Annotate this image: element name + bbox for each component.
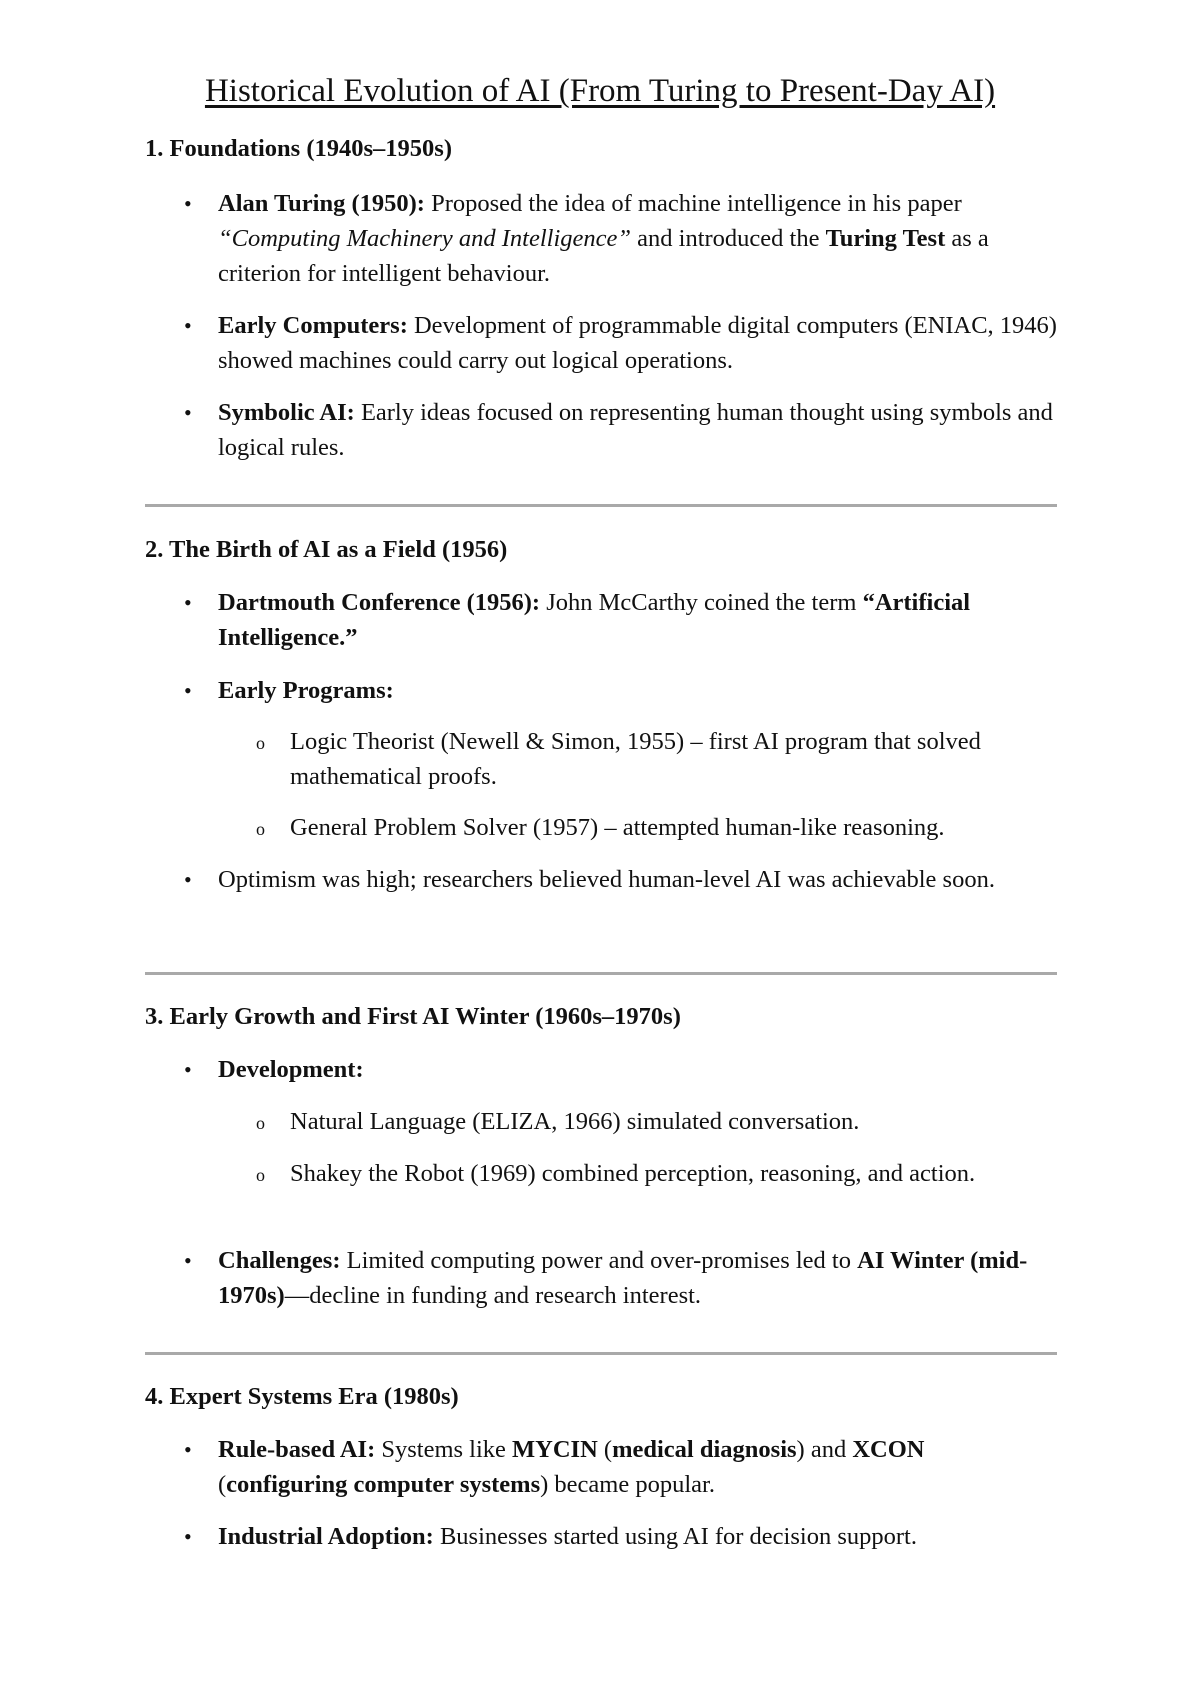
list-item-early-computers: Early Computers: Development of programmable digital computers (ENIAC, 1946) showed machines could carry out logical operations. (218, 312, 1057, 374)
section-divider (145, 1352, 1057, 1355)
sub-bullet-icon: o (256, 1165, 265, 1185)
section-heading-birth-of-ai: 2. The Birth of AI as a Field (1956) (145, 536, 508, 563)
bullet-icon: • (184, 400, 192, 425)
sub-item-shakey: Shakey the Robot (1969) combined perception, reasoning, and action. (290, 1160, 976, 1187)
sub-bullet-icon: o (256, 819, 265, 839)
sub-item-logic-theorist: Logic Theorist (Newell & Simon, 1955) – first AI program that solved mathematical proofs. (290, 728, 981, 790)
section-divider (145, 972, 1057, 975)
list-item-challenges: Challenges: Limited computing power and over-promises led to AI Winter (mid-1970s)—decline in funding and research interest. (218, 1247, 1028, 1309)
bullet-icon: • (184, 678, 192, 703)
bullet-icon: • (184, 1248, 192, 1273)
list-item-optimism: Optimism was high; researchers believed human-level AI was achievable soon. (218, 866, 995, 893)
bullet-icon: • (184, 1437, 192, 1462)
list-item-dartmouth: Dartmouth Conference (1956): John McCarthy coined the term “Artificial Intelligence.” (218, 589, 971, 651)
section-heading-expert-systems: 4. Expert Systems Era (1980s) (145, 1383, 459, 1410)
list-item-symbolic-ai: Symbolic AI: Early ideas focused on representing human thought using symbols and logical rules. (218, 399, 1053, 461)
list-item-rule-based-ai: Rule-based AI: Systems like MYCIN (medical diagnosis) and XCON (configuring computer systems) became popular. (218, 1436, 925, 1498)
sub-item-general-problem-solver: General Problem Solver (1957) – attempted human-like reasoning. (290, 814, 945, 841)
list-item-alan-turing: Alan Turing (1950): Proposed the idea of machine intelligence in his paper “Computing Machinery and Intelligence” and introduced the Turing Test as a criterion for intelligent behaviour. (218, 190, 989, 287)
bullet-icon: • (184, 590, 192, 615)
section-divider (145, 504, 1057, 507)
sub-bullet-icon: o (256, 1113, 265, 1133)
list-item-early-programs: Early Programs: (218, 677, 394, 704)
bullet-icon: • (184, 1524, 192, 1549)
sub-item-eliza: Natural Language (ELIZA, 1966) simulated conversation. (290, 1108, 860, 1135)
section-heading-early-growth: 3. Early Growth and First AI Winter (1960s–1970s) (145, 1003, 681, 1030)
bullet-icon: • (184, 867, 192, 892)
section-heading-foundations: 1. Foundations (1940s–1950s) (145, 135, 452, 162)
list-item-industrial-adoption: Industrial Adoption: Businesses started using AI for decision support. (218, 1523, 917, 1550)
document-title: Historical Evolution of AI (From Turing to Present-Day AI) (204, 73, 996, 109)
bullet-icon: • (184, 191, 192, 216)
sub-bullet-icon: o (256, 733, 265, 753)
bullet-icon: • (184, 1057, 192, 1082)
list-item-development: Development: (218, 1056, 364, 1083)
bullet-icon: • (184, 313, 192, 338)
